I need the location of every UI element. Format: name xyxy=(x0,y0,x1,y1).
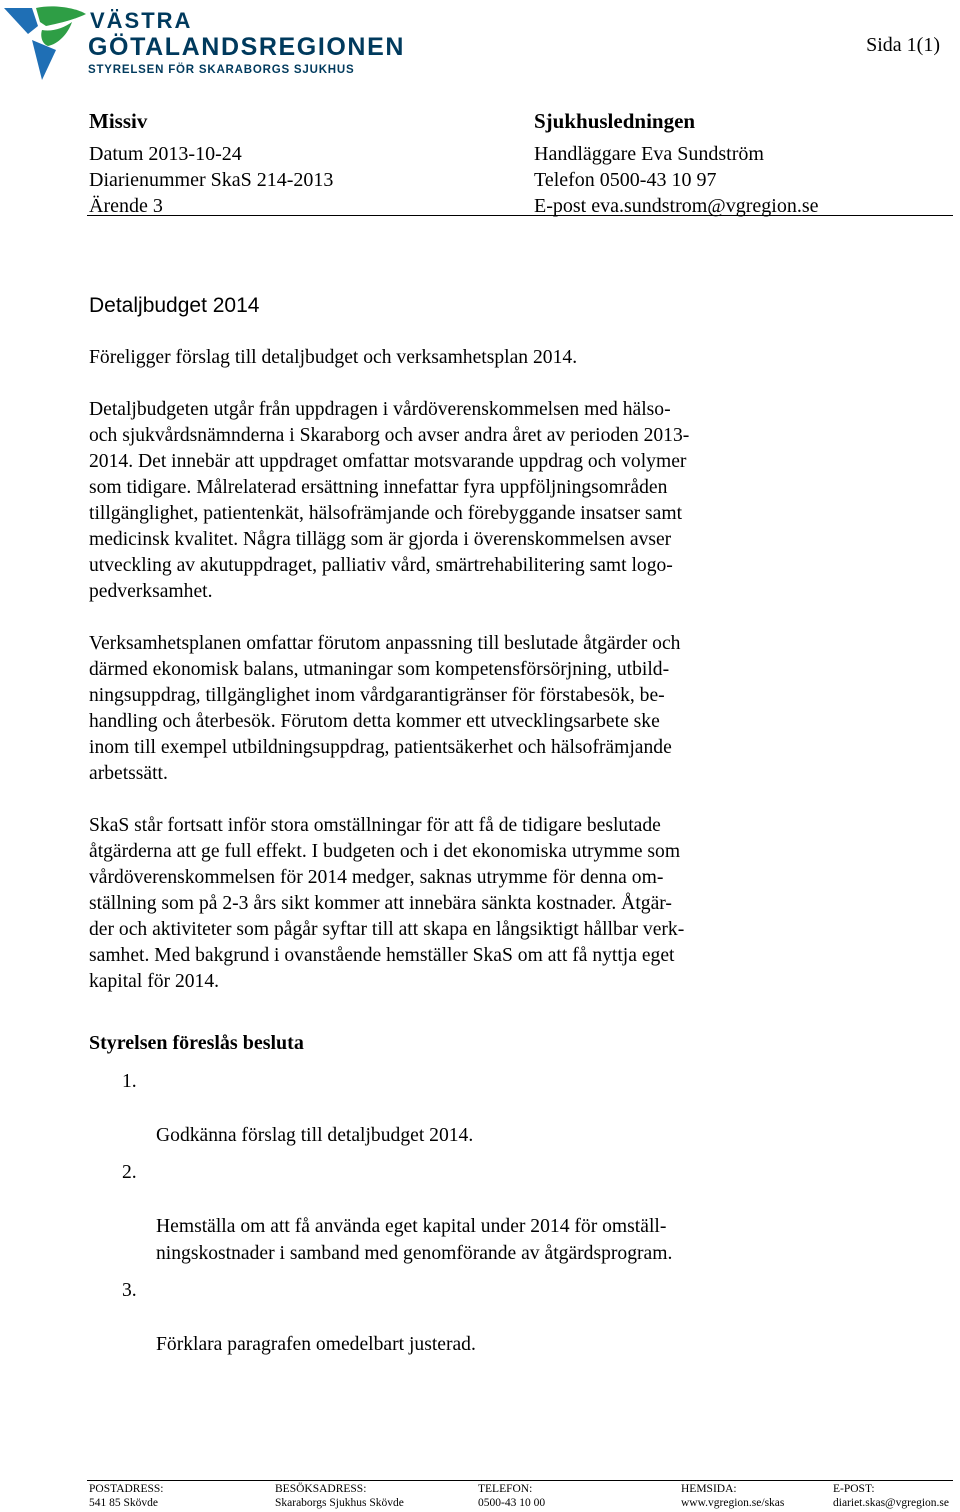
footer-value: www.vgregion.se/skas xyxy=(681,1497,785,1509)
footer-label: BESÖKSADRESS: xyxy=(275,1483,367,1495)
footer-label: TELEFON: xyxy=(478,1483,533,1495)
vgr-logo-mark-icon xyxy=(2,4,88,80)
handler-line: Handläggare Eva Sundström xyxy=(534,143,764,165)
footer-value: 541 85 Skövde xyxy=(89,1497,158,1509)
list-item xyxy=(89,1068,789,1149)
footer-postal-address xyxy=(89,1482,164,1510)
header-left xyxy=(89,108,333,219)
footer-label: E-POST: xyxy=(833,1483,875,1495)
footer-email xyxy=(833,1482,949,1510)
page-number: Sida 1(1) xyxy=(866,34,940,56)
footer-value: Skaraborgs Sjukhus Skövde xyxy=(275,1497,404,1509)
organization-logo xyxy=(0,0,406,82)
logo-text-board: STYRELSEN FÖR SKARABORGS SJUKHUS xyxy=(88,64,355,76)
paragraph: Föreligger förslag till detaljbudget och verksamhetsplan 2014. xyxy=(89,347,578,368)
diary-number-line: Diarienummer SkaS 214-2013 xyxy=(89,169,334,191)
date-line: Datum 2013-10-24 xyxy=(89,143,242,165)
footer-divider xyxy=(87,1480,953,1481)
list-item xyxy=(89,1277,789,1358)
list-item-text: Förklara paragrafen omedelbart justerad. xyxy=(156,1334,476,1355)
list-item-text: Hemställa om att få använda eget kapital under 2014 för omställ- ningskostnader i samband med genomförande av åtgärdsprogram. xyxy=(156,1216,673,1264)
case-line: Ärende 3 xyxy=(89,195,163,217)
paragraph: Detaljbudgeten utgår från uppdragen i vårdöverenskommelsen med hälso- och sjukvårdsnämnderna i Skaraborg och avser andra året av perioden 2013- 2014. Det innebär att uppdraget omfattar motsvarande uppdrag och volymer som tidigare. Målrelaterad ersättning innefattar fyra uppföljningsområden tillgänglighet, patientenkät, hälsofrämjande och förebyggande insatser samt medicinsk kvalitet. Några tillägg som är gjorda i överenskommelsen avser utveckling av akutuppdraget, palliativ vård, smärtrehabilitering samt logo- pedverksamhet. xyxy=(89,399,690,602)
department-title: Sjukhusledningen xyxy=(534,109,696,133)
footer-visiting-address xyxy=(275,1482,404,1510)
logo-text-region: GÖTALANDSREGIONEN xyxy=(88,33,406,61)
proposal-heading: Styrelsen föreslås besluta xyxy=(89,1032,304,1054)
footer-label: HEMSIDA: xyxy=(681,1483,737,1495)
header-right xyxy=(534,108,818,219)
footer-phone xyxy=(478,1482,545,1510)
paragraph: SkaS står fortsatt inför stora omställningar för att få de tidigare beslutade åtgärderna att ge full effekt. I budgeten och i det ekonomiska utrymme som vårdöverenskommelsen för 2014 medger, saknas utrymme för denna om- ställning som på 2-3 års sikt kommer att innebära sänkta kostnader. Åtgär- der och aktiviteter som pågår syftar till att skapa en långsiktigt hållbar verk- samhet. Med bakgrund i ovanstående hemställer SkaS om att få nyttja eget kapital för 2014. xyxy=(89,815,685,992)
list-item xyxy=(89,1159,789,1267)
paragraph: Verksamhetsplanen omfattar förutom anpassning till beslutade åtgärder och därmed ekonomisk balans, utmaningar som kompetensförsörjning, utbild- ningsuppdrag, tillgänglighet inom vårdgarantigränser för förstabesök, be- handling och återbesök. Förutom detta kommer ett utvecklingsarbete ske inom till exempel utbildningsuppdrag, patientsäkerhet och hälsofrämjande arbetssätt. xyxy=(89,633,681,784)
list-item-number: 1. xyxy=(122,1071,137,1092)
footer-value: 0500-43 10 00 xyxy=(478,1497,546,1509)
email-line: E-post eva.sundstrom@vgregion.se xyxy=(534,195,819,217)
footer-website xyxy=(681,1482,784,1510)
logo-text-vastra: VÄSTRA xyxy=(90,8,193,33)
list-item-number: 3. xyxy=(122,1280,137,1301)
header-divider xyxy=(87,215,953,216)
document-heading: Detaljbudget 2014 xyxy=(89,294,260,317)
proposal-list xyxy=(89,1068,789,1368)
list-item-number: 2. xyxy=(122,1162,137,1183)
phone-line: Telefon 0500-43 10 97 xyxy=(534,169,717,191)
list-item-text: Godkänna förslag till detaljbudget 2014. xyxy=(156,1125,474,1146)
document-type: Missiv xyxy=(89,109,148,133)
footer-value: diariet.skas@vgregion.se xyxy=(833,1497,949,1509)
footer-label: POSTADRESS: xyxy=(89,1483,164,1495)
body-text xyxy=(89,345,789,1021)
